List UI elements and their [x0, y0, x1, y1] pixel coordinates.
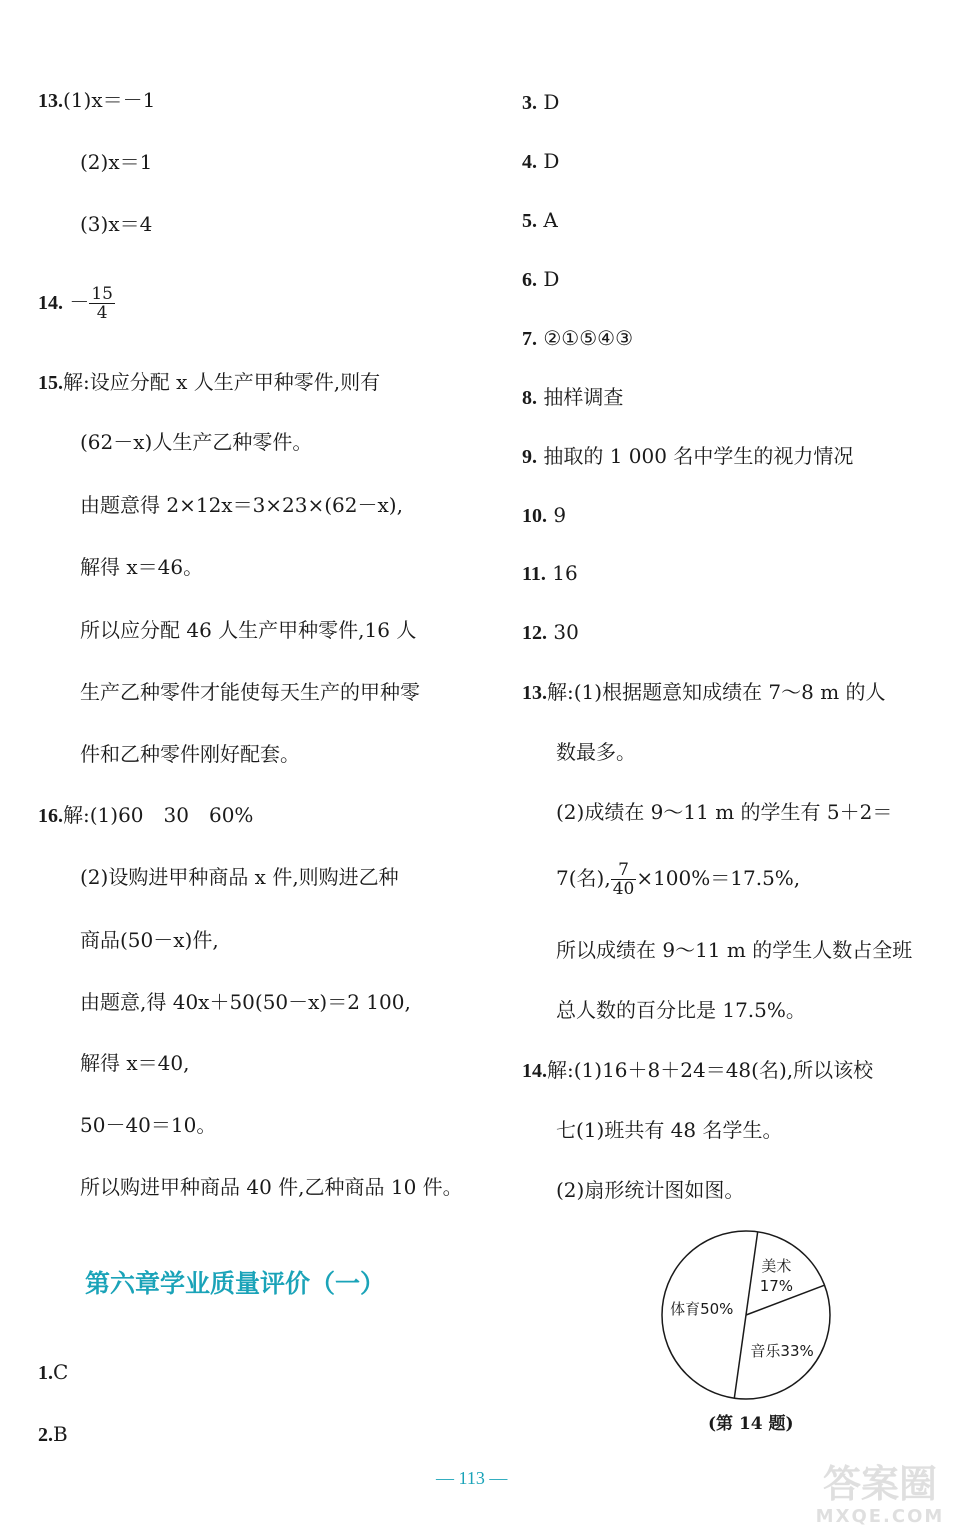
fraction-denominator: 4 — [96, 303, 108, 323]
answer-line: 所以购进甲种商品 40 件,乙种商品 10 件。 — [80, 1175, 463, 1199]
answer-line: 解得 x＝40, — [80, 1051, 190, 1075]
figure-caption: (第 14 题) — [708, 1414, 794, 1434]
answer-text: D — [543, 267, 560, 291]
answer-text: 解:设应分配 x 人生产甲种零件,则有 — [63, 370, 381, 394]
answer-text: 解:(1)16＋8＋24＝48(名),所以该校 — [547, 1058, 874, 1082]
answer-line-fraction — [556, 858, 800, 898]
question-16 — [38, 803, 253, 828]
fraction — [89, 285, 115, 322]
question-number: 6. — [522, 269, 537, 291]
answer-2 — [38, 1422, 68, 1447]
fraction-denominator: 40 — [612, 879, 635, 899]
answer-line: (2)设购进甲种商品 x 件,则购进乙种 — [80, 865, 399, 889]
pie-slice-percent: 17% — [759, 1276, 794, 1295]
question-number: 4. — [522, 151, 537, 173]
answer-8 — [522, 385, 623, 410]
answer-13 — [522, 680, 886, 705]
page-number: — 113 — — [436, 1468, 508, 1488]
answer-14 — [522, 1058, 873, 1083]
answer-4 — [522, 149, 559, 174]
question-number: 16. — [38, 805, 63, 827]
question-number: 3. — [522, 92, 537, 114]
answer-line: 七(1)班共有 48 名学生。 — [556, 1118, 783, 1142]
question-number: 9. — [522, 446, 537, 468]
question-number: 14. — [522, 1060, 547, 1082]
question-number: 10. — [522, 505, 547, 527]
question-number: 11. — [522, 563, 546, 585]
answer-line: (2)x＝1 — [80, 150, 153, 174]
answer-line: 解得 x＝46。 — [80, 555, 204, 579]
answer-6 — [522, 267, 559, 292]
watermark-url: MXQE.COM — [815, 1506, 945, 1527]
answer-text: D — [543, 90, 560, 114]
answer-7 — [522, 326, 633, 351]
answer-line: 由题意,得 40x＋50(50－x)＝2 100, — [80, 990, 411, 1014]
question-number: 8. — [522, 387, 537, 409]
question-number: 13. — [522, 682, 547, 704]
section-heading: 第六章学业质量评价（一） — [85, 1269, 386, 1298]
answer-line: 生产乙种零件才能使每天生产的甲种零 — [80, 680, 420, 704]
fraction-numerator: 15 — [91, 284, 113, 304]
answer-text: 抽样调查 — [543, 385, 624, 409]
answer-line: 50－40＝10。 — [80, 1113, 217, 1137]
answer-11 — [522, 561, 578, 586]
pie-slice-label: 美术 — [761, 1256, 792, 1275]
answer-line: 所以成绩在 9～11 m 的学生人数占全班 — [556, 938, 913, 962]
answer-line: 件和乙种零件刚好配套。 — [80, 742, 300, 766]
answer-text: 抽取的 1 000 名中学生的视力情况 — [543, 444, 854, 468]
question-number: 2. — [38, 1424, 53, 1446]
answer-line: 商品(50－x)件, — [80, 928, 219, 952]
question-14 — [38, 282, 115, 323]
answer-text: ②①⑤④③ — [543, 326, 634, 350]
answer-5 — [522, 208, 558, 233]
pie-slice-label: 音乐33% — [750, 1341, 814, 1360]
answer-line: 由题意得 2×12x＝3×23×(62－x), — [80, 493, 403, 517]
answer-line: (2)成绩在 9～11 m 的学生有 5＋2＝ — [556, 800, 893, 824]
question-15 — [38, 370, 380, 395]
question-13 — [38, 88, 155, 113]
answer-text: B — [53, 1422, 68, 1446]
answer-text: 7(名), — [556, 866, 611, 890]
question-number: 15. — [38, 372, 63, 394]
answer-line: 数最多。 — [556, 740, 636, 764]
answer-line: (2)扇形统计图如图。 — [556, 1178, 745, 1202]
question-number: 5. — [522, 210, 537, 232]
question-number: 12. — [522, 622, 547, 644]
answer-10 — [522, 503, 566, 528]
watermark-logo — [790, 1462, 970, 1532]
answer-text: D — [543, 149, 560, 173]
answer-text: 解:(1)根据题意知成绩在 7～8 m 的人 — [547, 680, 886, 704]
answer-line: 所以应分配 46 人生产甲种零件,16 人 — [80, 618, 417, 642]
fraction-numerator: 7 — [611, 861, 637, 880]
answer-text: (1)x＝－1 — [63, 88, 156, 112]
answer-12 — [522, 620, 579, 645]
answer-1 — [38, 1360, 68, 1385]
answer-text: A — [543, 208, 558, 232]
answer-text: C — [53, 1360, 69, 1384]
question-number: 1. — [38, 1362, 53, 1384]
fraction — [611, 861, 637, 898]
watermark-text: 答案圈 — [822, 1462, 937, 1506]
answer-text: 30 — [553, 620, 579, 644]
question-number: 7. — [522, 328, 537, 350]
answer-line: (3)x＝4 — [80, 212, 153, 236]
answer-text: ×100%＝17.5%, — [636, 866, 801, 890]
pie-slice-label: 体育50% — [670, 1300, 734, 1319]
answer-3 — [522, 90, 559, 115]
answer-text: 16 — [552, 561, 578, 585]
question-number: 13. — [38, 90, 63, 112]
pie-chart — [656, 1225, 836, 1405]
answer-line: (62－x)人生产乙种零件。 — [80, 430, 313, 454]
question-number: 14. — [38, 292, 63, 314]
answer-9 — [522, 444, 853, 469]
answer-text: 解:(1)60 30 60% — [63, 803, 254, 827]
minus-sign: － — [69, 290, 90, 314]
answer-text: 9 — [553, 503, 567, 527]
answer-line: 总人数的百分比是 17.5%。 — [556, 998, 806, 1022]
